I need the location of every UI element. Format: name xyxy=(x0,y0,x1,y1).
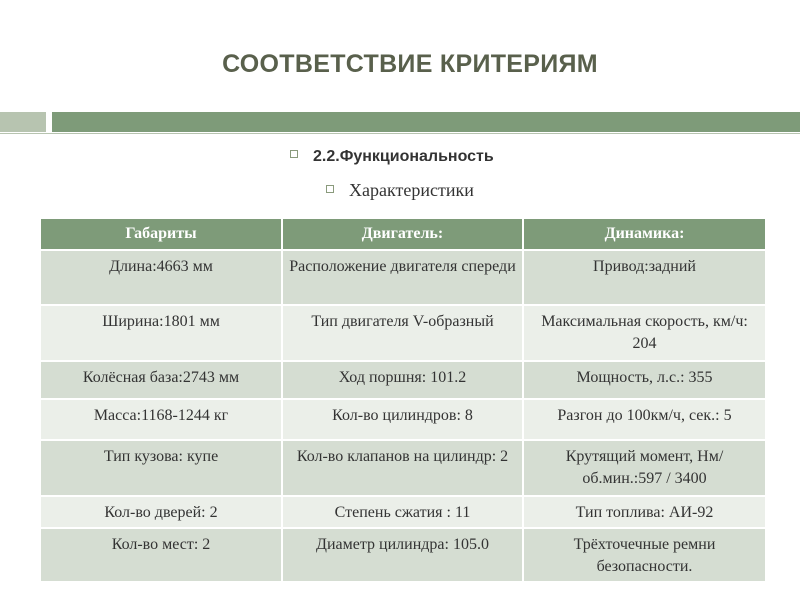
table-cell: Тип топлива: АИ-92 xyxy=(523,496,765,528)
bullet-characteristics xyxy=(326,180,474,201)
table-cell: Расположение двигателя спереди xyxy=(282,250,523,305)
table-row xyxy=(41,361,765,399)
table-cell: Длина:4663 мм xyxy=(41,250,282,305)
table-row xyxy=(41,250,765,305)
table-cell: Кол-во клапанов на цилиндр: 2 xyxy=(282,440,523,496)
table-cell: Кол-во цилиндров: 8 xyxy=(282,399,523,440)
bullet-text: 2.2.Функциональность xyxy=(313,148,494,165)
table-cell: Трёхточечные ремни безопасности. xyxy=(523,528,765,582)
table-cell: Привод:задний xyxy=(523,250,765,305)
decorative-divider xyxy=(0,133,800,134)
decorative-bar-right xyxy=(52,112,800,132)
table-cell: Мощность, л.с.: 355 xyxy=(523,361,765,399)
table-header-row xyxy=(41,219,765,250)
table-cell: Крутящий момент, Нм/об.мин.:597 / 3400 xyxy=(523,440,765,496)
square-bullet-icon xyxy=(290,150,298,158)
table-cell: Тип кузова: купе xyxy=(41,440,282,496)
table-row xyxy=(41,305,765,361)
table-cell: Кол-во дверей: 2 xyxy=(41,496,282,528)
header-engine: Двигатель: xyxy=(282,219,523,250)
table-cell: Масса:1168-1244 кг xyxy=(41,399,282,440)
table-cell: Кол-во мест: 2 xyxy=(41,528,282,582)
table-cell: Колёсная база:2743 мм xyxy=(41,361,282,399)
bullet-text: Характеристики xyxy=(349,180,474,200)
header-dynamics: Динамика: xyxy=(523,219,765,250)
decorative-bar-left xyxy=(0,112,46,132)
bullet-functionality xyxy=(290,148,494,166)
table-cell: Ширина:1801 мм xyxy=(41,305,282,361)
square-bullet-icon xyxy=(326,185,334,193)
table-cell: Диаметр цилиндра: 105.0 xyxy=(282,528,523,582)
specs-table xyxy=(41,219,765,583)
table-cell: Степень сжатия : 11 xyxy=(282,496,523,528)
table-cell: Максимальная скорость, км/ч: 204 xyxy=(523,305,765,361)
table-cell: Разгон до 100км/ч, сек.: 5 xyxy=(523,399,765,440)
table-cell: Ход поршня: 101.2 xyxy=(282,361,523,399)
slide-title: СООТВЕТСТВИЕ КРИТЕРИЯМ xyxy=(222,50,598,78)
header-dimensions: Габариты xyxy=(41,219,282,250)
table-row xyxy=(41,496,765,528)
table-cell: Тип двигателя V-образный xyxy=(282,305,523,361)
table-row xyxy=(41,528,765,582)
table-row xyxy=(41,440,765,496)
table-row xyxy=(41,399,765,440)
